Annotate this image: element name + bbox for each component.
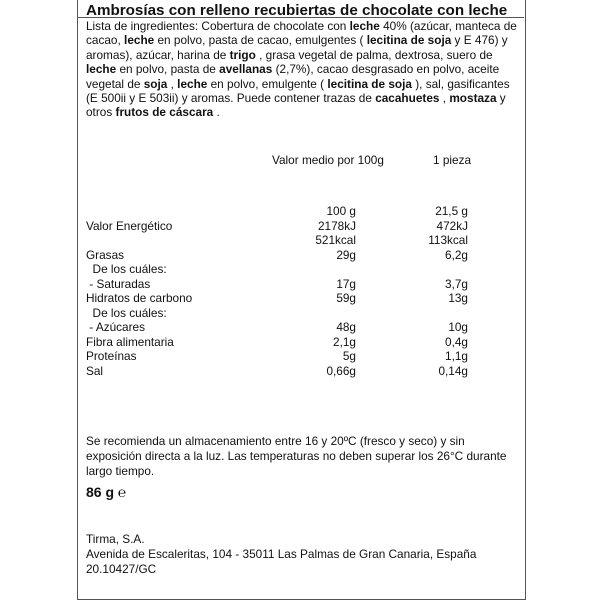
nutrition-value-100g: 0,66g: [326, 363, 356, 378]
nutrition-row-label: - Azúcares: [86, 320, 146, 334]
company-code: 20.10427/GC: [86, 562, 157, 576]
nutrition-value-100g: 59g: [336, 291, 356, 305]
company-address: Avenida de Escaleritas, 104 - 35011 Las Palmas de Gran Canaria, España: [86, 547, 477, 561]
nutrition-row-label: De los cuáles:: [86, 305, 167, 320]
nutrition-value-piece: 13g: [448, 291, 468, 305]
nutrition-value-piece: 6,2g: [445, 247, 468, 262]
nutrition-value-100g: 5g: [342, 349, 356, 363]
ingredient-text: 40% (azúcar, manteca de cacao,: [86, 19, 517, 48]
nutrition-row-label: Proteínas: [86, 349, 137, 363]
ingredient-text: en polvo, pasta de: [116, 62, 220, 77]
nutrition-value-100g: 48g: [336, 320, 356, 334]
nutrition-value-100g: 521kcal: [315, 233, 356, 247]
nutrition-row-label: De los cuáles:: [86, 262, 167, 276]
ingredient-text: ,: [439, 91, 450, 106]
allergen-text: lecitina de soja: [366, 33, 452, 48]
nutrition-value-piece: 0,14g: [438, 363, 468, 378]
ingredient-text: , grasa vegetal de palma, dextrosa, suero de: [255, 47, 493, 62]
nutrition-row-label: Valor Energético: [86, 218, 173, 233]
estimated-sign-icon: ℮: [117, 484, 127, 500]
nutrition-value-100g: 2178kJ: [317, 218, 356, 233]
ingredient-text: .: [213, 105, 220, 120]
nutrition-value-piece: 0,4g: [445, 334, 468, 349]
ingredient-text: y E 476) y aromas), azúcar, harina de: [86, 33, 508, 62]
allergen-text: lecitina de soja: [327, 76, 412, 91]
allergen-text: trigo: [229, 47, 256, 62]
nutrition-value-100g: 2,1g: [333, 334, 356, 349]
nutrition-row-label: Fibra alimentaria: [86, 334, 174, 349]
ingredient-text: en polvo, pasta de cacao, emulgentes (: [154, 33, 367, 48]
company-name: Tirma, S.A.: [86, 532, 145, 546]
nutrition-value-100g: 17g: [336, 276, 356, 291]
nutrition-value-piece: 10g: [448, 320, 468, 334]
nutrition-header-100g: Valor medio por 100g: [272, 153, 384, 167]
product-title: Ambrosías con relleno recubiertas de chocolate con leche: [86, 2, 508, 19]
nutrition-value-piece: 21,5 g: [435, 204, 468, 218]
allergen-text: soja: [143, 76, 168, 91]
nutrition-value-100g: 100 g: [326, 204, 356, 218]
nutrition-row-label: Grasas: [86, 247, 125, 262]
nutrition-value-piece: 3,7g: [445, 276, 468, 291]
net-weight: [86, 484, 126, 500]
allergen-text: leche: [86, 62, 117, 77]
storage-instructions: Se recomienda un almacenamiento entre 16 y 20ºC (fresco y seco) y sin exposición directa a la luz. Las temperaturas no deben superar los 26°C durante largo tiempo.: [86, 434, 507, 478]
title-divider: [77, 17, 524, 18]
nutrition-value-piece: 472kJ: [436, 218, 468, 233]
ingredient-text: (2,7%), cacao desgrasado en polvo, aceite vegetal de: [86, 62, 500, 91]
nutrition-header-piece: 1 pieza: [433, 153, 472, 167]
allergen-text: mostaza: [449, 91, 497, 106]
ingredient-text: ), sal, gasificantes (E 500ii y E 503ii) y aromas. Puede contener trazas de: [86, 76, 510, 106]
ingredients-list: [86, 19, 518, 120]
allergen-text: frutos de cáscara: [115, 105, 214, 120]
company-info: [86, 532, 476, 577]
ingredient-text: Lista de ingredientes: Cobertura de chocolate con: [86, 19, 350, 33]
allergen-text: avellanas: [219, 62, 273, 77]
nutrition-value-100g: 29g: [336, 247, 356, 262]
ingredient-text: y otros: [86, 91, 506, 120]
net-weight-value: 86 g: [86, 484, 115, 500]
ingredient-text: en polvo, emulgente (: [207, 76, 328, 91]
allergen-text: leche: [349, 19, 380, 33]
allergen-text: leche: [177, 76, 208, 91]
nutrition-row-label: - Saturadas: [86, 276, 151, 291]
ingredient-text: ,: [167, 76, 178, 91]
nutrition-value-piece: 1,1g: [445, 349, 468, 363]
allergen-text: leche: [124, 33, 155, 48]
nutrition-row-label: Sal: [86, 363, 104, 378]
allergen-text: cacahuetes: [375, 91, 440, 106]
nutrition-value-piece: 113kcal: [428, 233, 468, 247]
nutrition-row-label: Hidratos de carbono: [86, 291, 193, 305]
